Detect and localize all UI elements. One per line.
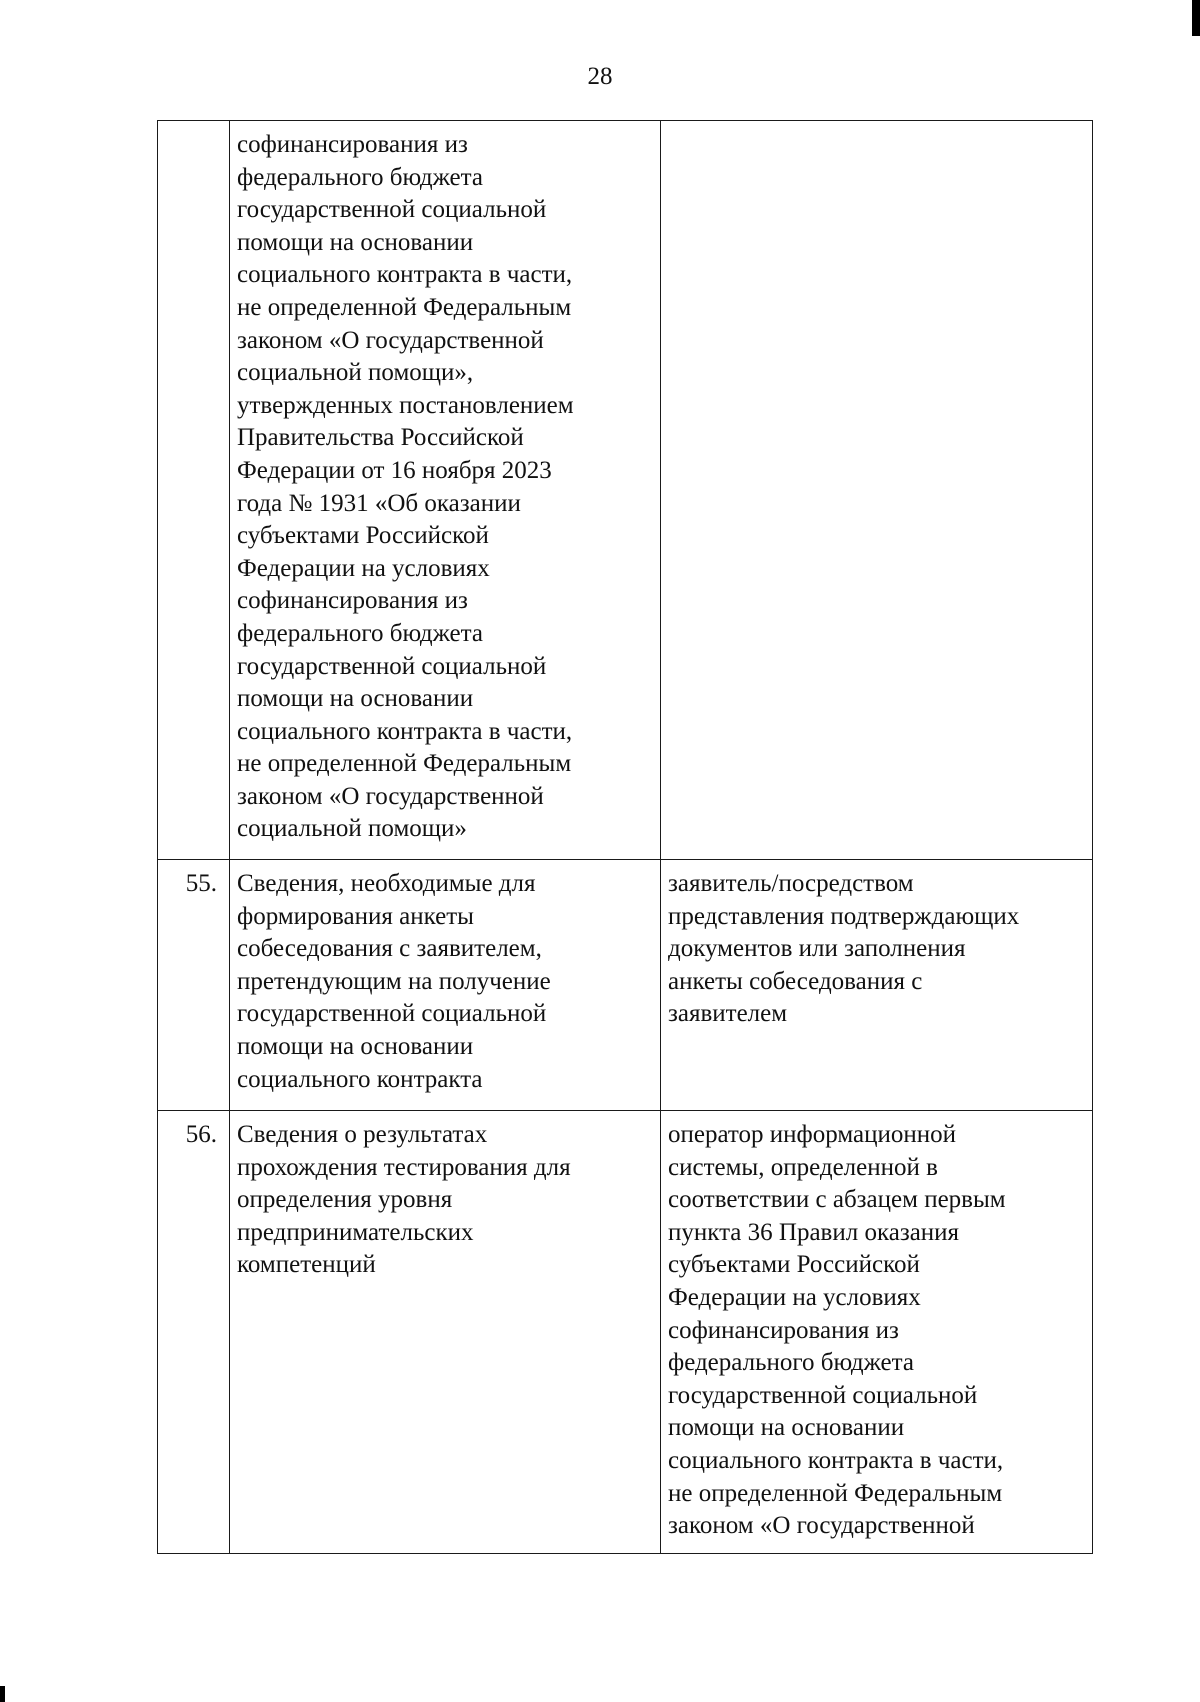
page-number: 28 xyxy=(587,63,613,90)
scan-edge-mark-top-right xyxy=(1192,0,1200,36)
source-cell: оператор информационной системы, определенной в соответствии с абзацем первым пункта 36 Правил оказания субъектами Российской Федерации на условиях софинансирования из федерального бюджета государственной социальной помощи на основании социального контракта в части, не определенной Федеральным законом «О государственной xyxy=(661,1111,1093,1554)
table-row xyxy=(158,121,1093,860)
scan-edge-mark-bottom-left xyxy=(0,1686,5,1702)
source-cell xyxy=(661,121,1093,860)
table-row xyxy=(158,860,1093,1111)
row-number-cell: 55. xyxy=(158,860,230,1111)
data-table xyxy=(157,120,1093,1554)
row-number-cell xyxy=(158,121,230,860)
source-cell: заявитель/посредством представления подтверждающих документов или заполнения анкеты собеседования с заявителем xyxy=(661,860,1093,1111)
row-number-cell: 56. xyxy=(158,1111,230,1554)
description-cell: софинансирования из федерального бюджета государственной социальной помощи на основании социального контракта в части, не определенной Федеральным законом «О государственной социальной помощи», утвержденных постановлением Правительства Российской Федерации от 16 ноября 2023 года № 1931 «Об оказании субъектами Российской Федерации на условиях софинансирования из федерального бюджета государственной социальной помощи на основании социального контракта в части, не определенной Федеральным законом «О государственной социальной помощи» xyxy=(230,121,661,860)
description-cell: Сведения о результатах прохождения тестирования для определения уровня предпринимательских компетенций xyxy=(230,1111,661,1554)
description-cell: Сведения, необходимые для формирования анкеты собеседования с заявителем, претендующим на получение государственной социальной помощи на основании социального контракта xyxy=(230,860,661,1111)
table-row xyxy=(158,1111,1093,1554)
